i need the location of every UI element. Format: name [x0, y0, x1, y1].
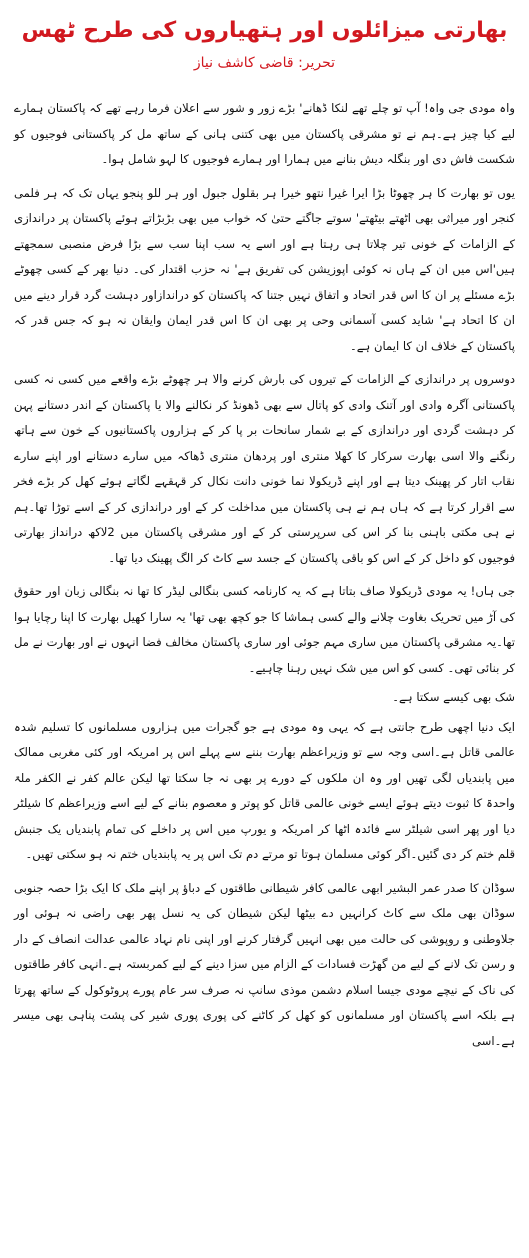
- article-paragraph: سوڈان کا صدر عمر البشیر ابھی عالمی کافر شیطانی طاقتوں کے دباؤ پر اپنے ملک کا ایک بڑا حصہ جنوبی سوڈان بھی ملک سے کاٹ کرانہیں دے بیٹھا لیکن شیطان کی یہ نسل پھر بھی راضی نہ ہوئی اور جلاوطنی و روپوشی کی حالت میں بھی انہیں گرفتار کرنے اور اپنی نام نہاد عالمی عدالت انصاف کے دار و رسن تک لانے کے لیے من گھڑت فسادات کے الزام میں سزا دینے کے لیے کمربستہ ہے۔انہی کافر طاقتوں کی ناک کے نیچے مودی جیسا اسلام دشمن موذی سانپ نہ صرف سر عام پورے پروٹوکول کے ساتھ پھرتا ہے بلکہ اسے پاکستان اور مسلمانوں کو کھل کر کاٹنے کی پوری پوری شیر کی پشت پناہی بھی میسر ہے۔اسی: [14, 880, 515, 1048]
- article-paragraph: واہ مودی جی واہ! آپ تو چلے تھے لنکا ڈھانے' بڑے زور و شور سے اعلان فرما رہے تھے کہ پاکستان ہمارے لیے کیا چیز ہے۔ہم نے تو مشرقی پاکستان میں بھی کتنی ہانی کے ساتھ مل کر پاکستانی فوجیوں کو شکست فاش دی اور بنگلہ دیش بنانے میں ہمارا اور ہمارے فوجیوں کا لہو شامل ہوا۔: [14, 101, 515, 166]
- article-headline: بھارتی میزائلوں اور ہتھیاروں کی طرح ٹھس: [21, 18, 508, 43]
- article-byline: تحریر: قاضی کاشف نیاز: [193, 55, 336, 71]
- article-body: [14, 96, 515, 1054]
- article-paragraph: ایک دنیا اچھی طرح جانتی ہے کہ یہی وہ مودی ہے جو گجرات میں ہزاروں مسلمانوں کا تسلیم شدہ عالمی قاتل ہے۔اسی وجہ سے تو وزیراعظم بھارت بننے سے پہلے اس پر امریکہ اور کئی مغربی ممالک میں پابندیاں لگی تھیں اور وہ ان ملکوں کے دورے پر بھی نہ جا سکتا تھا لیکن عالم کفر نے الکفر ملۃ واحدۃ کا ثبوت دیتے ہوئے ایسے خونی عالمی قاتل کو پوتر و معصوم بنانے کے لیے اسے وزیراعظم کا شیلٹر دیا اور پھر اسی شیلٹر سے فائدہ اٹھا کر امریکہ و یورپ میں اس پر داخلے کی تمام پابندیاں یک جنبش قلم ختم کر دی گئیں۔اگر کوئی مسلمان ہوتا تو مرتے دم تک اس پر یہ پابندیاں ختم نہ ہو سکتی تھیں۔: [14, 719, 515, 861]
- article-paragraph: یوں تو بھارت کا ہر چھوٹا بڑا ایرا غیرا نتھو خیرا ہر بقلول جبول اور ہر للو پنجو یہاں تک کہ ہر فلمی کنجر اور میراثی بھی اٹھتے بیٹھتے' سوتے جاگتے حتیٰ کہ خواب میں بھی بڑبڑاتے ہوئے پاکستان پر دراندازی کے الزامات کے خونی تیر چلاتا ہی رہتا ہے اور اسے یہ سب اپنا سب سے بڑا فرض منصبی سمجھتے ہیں'اس میں ان کے ہاں نہ کوئی اپوزیشن کی تفریق ہے' نہ حزب اقتدار کی۔ دنیا بھر کے کسی چھوٹے بڑے مسئلے پر ان کا اس قدر اتحاد و اتفاق نہیں جتنا کہ پاکستان کو دراندازاور دہشت گرد قرار دینے میں ان کا اتحاد ہے' شاید کسی آسمانی وحی پر بھی ان کا اس قدر ایمان وایقان نہ ہو کہ جس قدر کہ پاکستان کے خلاف ان کا ایمان ہے۔: [14, 185, 515, 353]
- article-paragraph: دوسروں پر دراندازی کے الزامات کے تیروں کی بارش کرنے والا ہر چھوٹے بڑے واقعے میں کسی نہ کسی پاکستانی آگرہ وادی اور آتنک وادی کو پاتال سے بھی ڈھونڈ کر نکالنے والا یا پاکستان کے اندر دستانے پہن کر دہشت گردی اور دراندازی کے بے شمار سانحات بر پا کر کے ہزاروں پاکستانیوں کے خون سے ہاتھ رنگنے والا اسی بھارت سرکار کا کھلا منتری اور پردھان منتری ڈھاکہ میں سارے دستانے اور اپنے سارے نقاب اتار کر پھینک دیتا ہے اور اپنے ڈریکولا نما خونی دانت نکال کر قہقہے لگاتے ہوئے کھل کر بڑے فخر سے اقرار کرتا ہے کہ ہاں ہم نے ہی پاکستان میں مداخلت کر کے اور دراندازی کر کے اسے توڑا تھا۔ہم نے ہی مکتی باہنی بنا کر اس کی سرپرستی کر کے اور مشرقی پاکستان میں 2لاکھ درانداز بھارتی فوجیوں کو داخل کر کے اس کو باقی پاکستان کے جسد سے کاٹ کر الگ پھینک دیا تھا۔: [14, 372, 515, 565]
- article-paragraph: جی ہاں! یہ مودی ڈریکولا صاف بتاتا ہے کہ یہ کارنامہ کسی بنگالی لیڈر کا تھا نہ بنگالی زبان اور حقوق کی آڑ میں تحریک بغاوت چلانے والے کسی ہماشا کا جو کچھ بھی تھا' یہ سارا کھیل بھارت کا اپنا رچایا ہوا تھا۔یہ مشرقی پاکستان میں ساری مہم جوئی اور ساری پاکستان مخالف فضا انہوں نے اور بھارت نے مل کر بنائی تھی۔ کسی کو اس میں شک نہیں رہنا چاہیے۔: [14, 584, 515, 675]
- article-paragraph: شک بھی کیسے سکتا ہے۔: [392, 690, 515, 704]
